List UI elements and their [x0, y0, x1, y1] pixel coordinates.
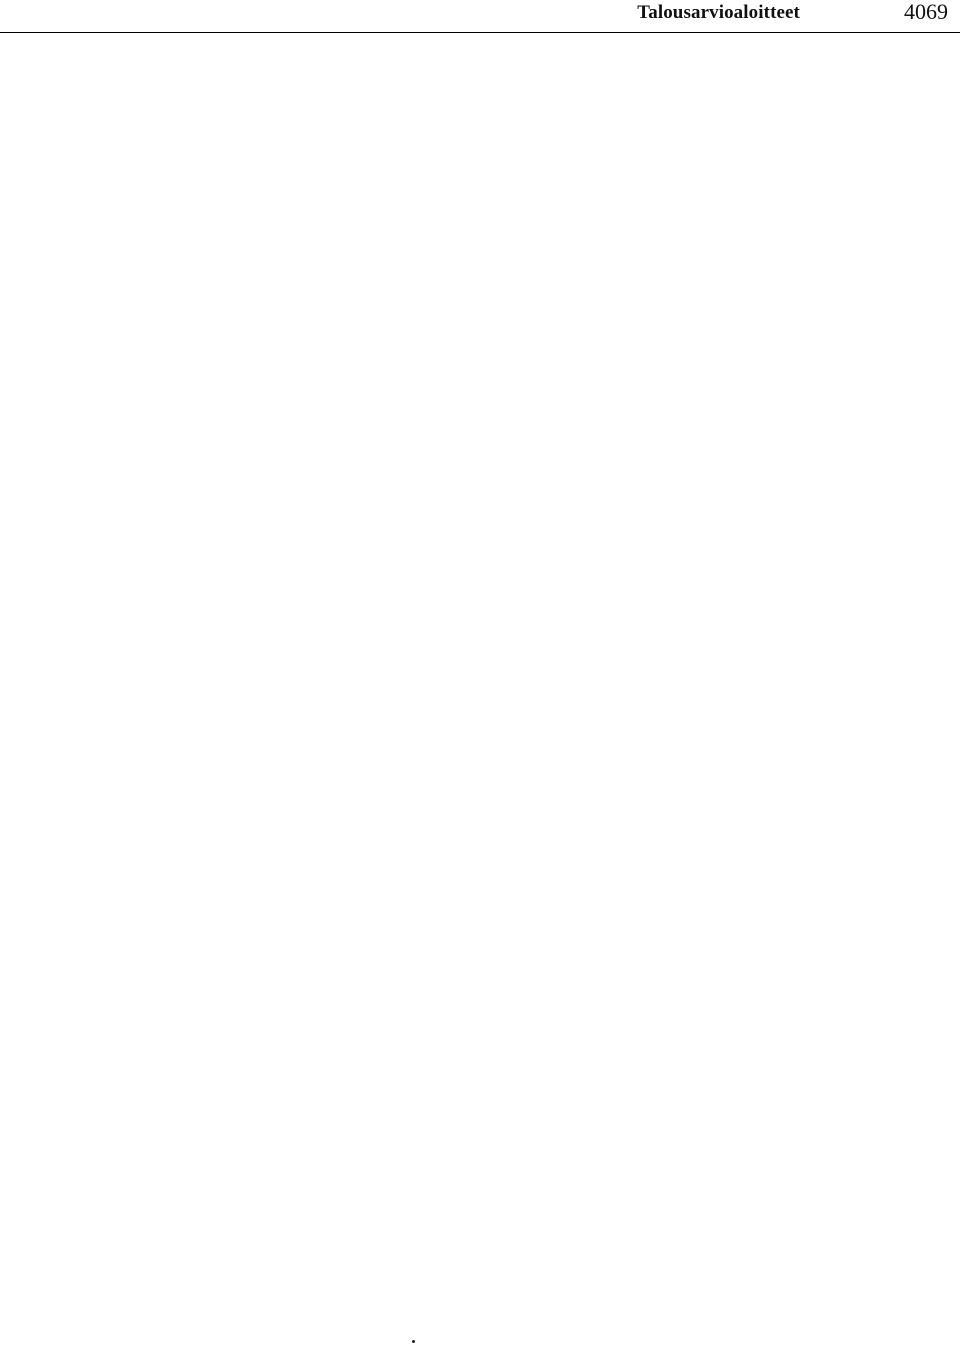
- header-rule: [0, 32, 960, 33]
- right-column: [520, 40, 940, 1340]
- running-title: Talousarvioaloitteet: [637, 2, 800, 23]
- running-header: [0, 0, 960, 40]
- left-column: [30, 40, 450, 1340]
- stray-mark: [412, 1340, 415, 1343]
- page-number: 4069: [904, 0, 948, 24]
